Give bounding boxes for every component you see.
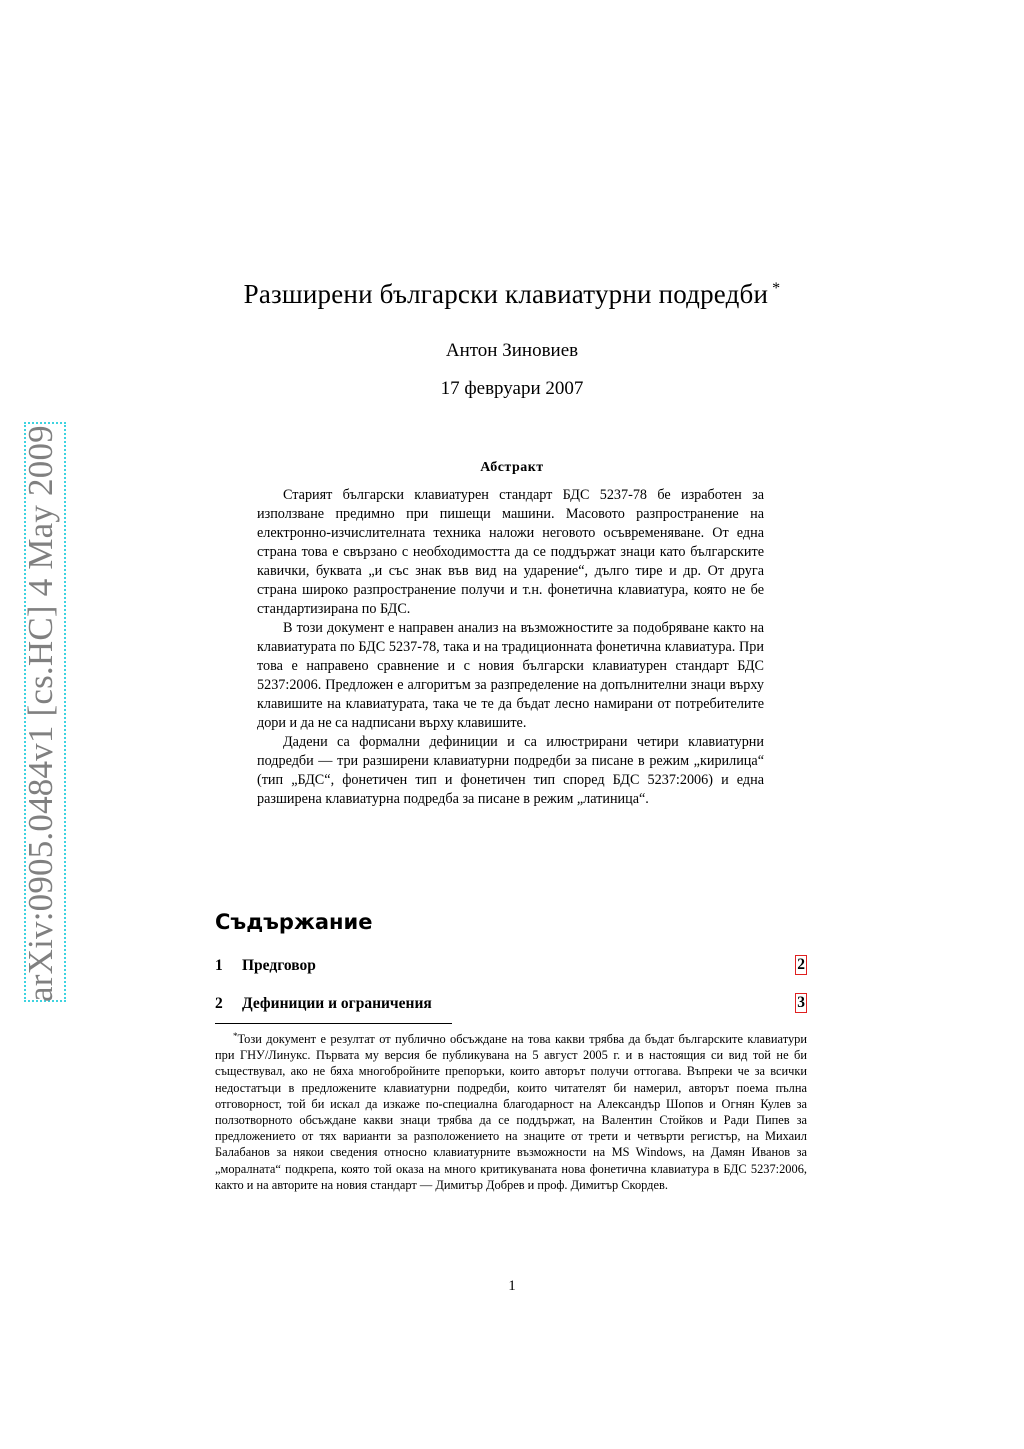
abstract-paragraph: В този документ е направен анализ на възможностите за подобряване както на клавиатурата по БДС 5237-78, така и на традиционната фонетична клавиатура. При това е направено сравнение и с новия български клавиатурен стандарт БДС 5237:2006. Предложен е алгоритъм за разпределение на допълнителни знаци върху клавишите на клавиатурата, така че те да бъдат лесно намирани от потребителите дори и да не са надписани върху клавишите. bbox=[257, 620, 764, 731]
toc-entry-page-link[interactable]: 3 bbox=[797, 994, 805, 1011]
author: Антон Зиновиев bbox=[445, 340, 579, 361]
toc-entry[interactable] bbox=[215, 957, 807, 979]
toc-entry-page-link[interactable]: 2 bbox=[797, 956, 805, 973]
footnote-mark: * bbox=[233, 1031, 238, 1041]
paper-title bbox=[0, 279, 1024, 310]
abstract-heading: Абстракт bbox=[480, 460, 544, 475]
page-number: 1 bbox=[508, 1278, 516, 1294]
toc-entry-label[interactable]: Предговор bbox=[242, 957, 316, 974]
toc-entry-number: 2 bbox=[215, 995, 223, 1012]
toc-entry[interactable] bbox=[215, 995, 807, 1017]
abstract-paragraph: Старият български клавиатурен стандарт БДС 5237-78 бе изработен за използване предимно при пишещи машини. Масовото разпространение на електронно-изчислителната техника наложи неговото осъвременяване. От една страна това е свързано с необходимостта да се поддържат знаци като българските кавички, буквата „и със знак във вид на ударение“, дълго тире и др. От друга страна широко разпространение получи и т.н. фонетична клавиатура, която не бе стандартизирана по БДС. bbox=[257, 487, 764, 617]
paper-title-text: Разширени български клавиатурни подредби bbox=[243, 279, 769, 309]
toc-heading: Съдържание bbox=[215, 910, 373, 934]
toc-entry-number: 1 bbox=[215, 957, 223, 974]
footnote bbox=[215, 1028, 807, 1193]
footnote-text: Този документ е резултат от публично обсъждане на това какви трябва да бъдат българските клавиатури при ГНУ/Линукс. Първата му версия бе публикувана на 5 август 2005 г. и в настоящия си вид той не би съществувал, ако не бяха многобройните препоръки, които авторът получи оттогава. Въпреки че за всички недостатъци в предложените клавиатурни подредби, които читателят би намерил, авторът поема пълна отговорност, той би искал да изкаже по-специална благодарност на Александър Шопов и Огнян Кулев за ползотворното обсъждане какви знаци трябва да се поддържат, на Валентин Стойков и Ради Пипев за предложението от тях варианти за разположението на знаците от трети и четвърти регистър, на Михаил Балабанов за някои сведения относно клавиатурните възможности на MS Windows, на Дамян Иванов за „моралната“ подкрепа, която той оказа на много критикуваната нова фонетична клавиатура в БДС 5237:2006, както и на авторите на новия стандарт — Димитър Добрев и проф. Димитър Скордев. bbox=[215, 1032, 807, 1192]
title-footnote-mark[interactable]: * bbox=[772, 280, 781, 297]
toc-entry-label[interactable]: Дефиниции и ограничения bbox=[242, 995, 432, 1012]
arxiv-stamp-text: arXiv:0905.0484v1 [cs.HC] 4 May 2009 bbox=[21, 425, 60, 1002]
date: 17 февруари 2007 bbox=[440, 378, 584, 399]
abstract-paragraph: Дадени са формални дефиниции и са илюстрирани четири клавиатурни подредби — три разширени клавиатурни подредби за писане в режим „кирилица“ (тип „БДС“, фонетичен тип и фонетичен тип според БДС 5237:2006) и една разширена клавиатурна подредба за писане в режим „латиница“. bbox=[257, 734, 764, 807]
footnote-rule bbox=[215, 1023, 452, 1024]
abstract-body bbox=[257, 486, 764, 809]
